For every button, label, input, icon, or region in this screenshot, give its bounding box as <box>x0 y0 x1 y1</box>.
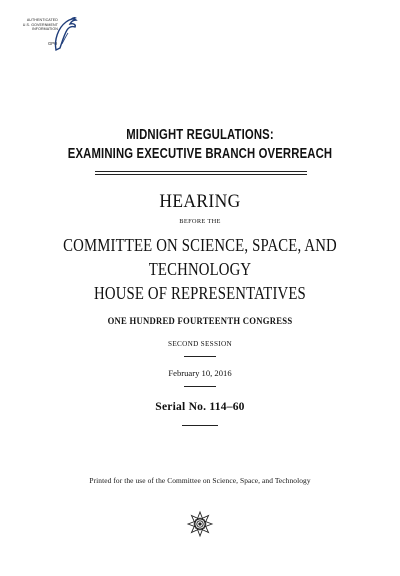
committee-name-line-1: COMMITTEE ON SCIENCE, SPACE, AND <box>63 235 337 255</box>
authentication-seal <box>8 14 76 56</box>
seal-text <box>8 18 58 32</box>
house-name: HOUSE OF REPRESENTATIVES <box>94 283 306 303</box>
seal-line-2: U.S. GOVERNMENT <box>22 22 58 27</box>
session-label: SECOND SESSION <box>168 340 232 348</box>
eagle-icon <box>52 14 78 54</box>
title-divider <box>95 171 307 175</box>
serial-number: Serial No. 114–60 <box>155 400 245 413</box>
printed-for-note: Printed for the use of the Committee on Science, Space, and Technology <box>89 476 311 485</box>
before-the-label: BEFORE THE <box>179 218 221 225</box>
seal-gpo-mark: GPO <box>48 41 58 46</box>
divider-rule <box>184 356 216 357</box>
title-line-2: EXAMINING EXECUTIVE BRANCH OVERREACH <box>67 146 333 162</box>
seal-line-3: INFORMATION <box>32 27 58 32</box>
hearing-heading: HEARING <box>159 191 241 212</box>
hearing-date: February 10, 2016 <box>168 368 232 378</box>
divider-rule <box>184 386 216 387</box>
seal-line-1: AUTHENTICATED <box>26 18 58 22</box>
committee-name-line-2: TECHNOLOGY <box>148 259 252 279</box>
star-ornament-icon <box>186 510 214 538</box>
divider-rule <box>182 425 218 426</box>
congress-label: ONE HUNDRED FOURTEENTH CONGRESS <box>107 316 293 327</box>
title-line-1: MIDNIGHT REGULATIONS: <box>126 127 274 143</box>
